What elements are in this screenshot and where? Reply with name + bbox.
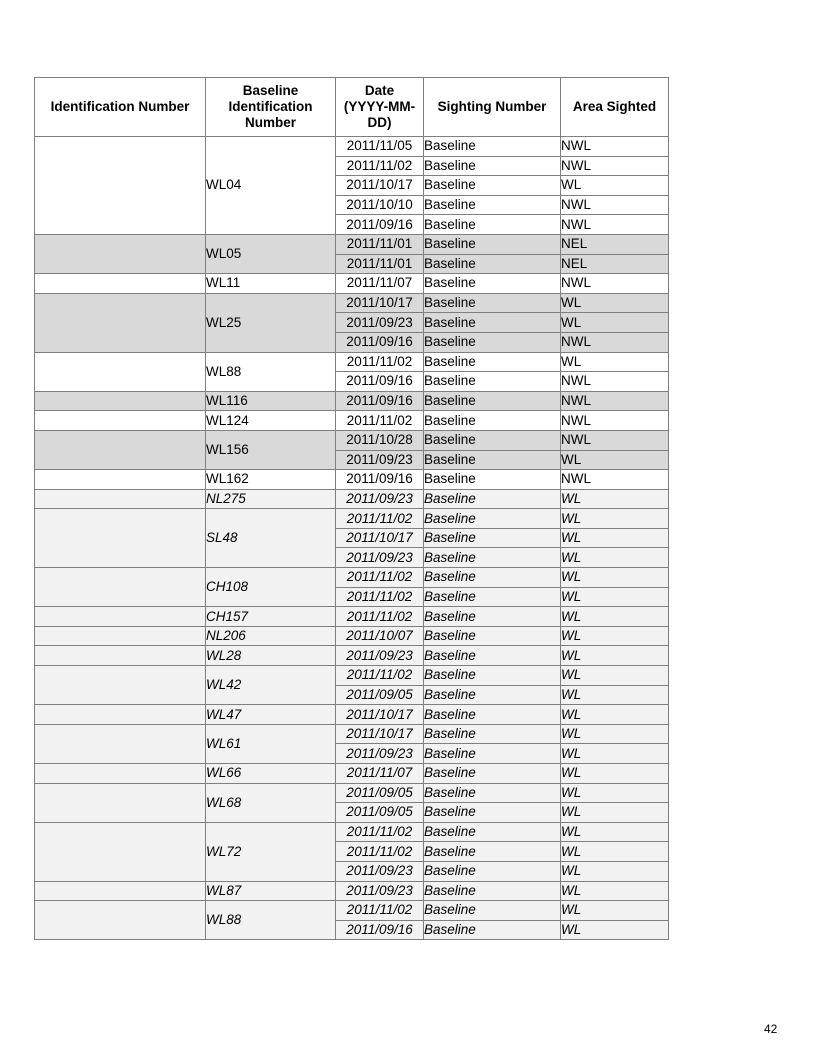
identification-number-cell bbox=[35, 783, 206, 822]
area-sighted-cell: WL bbox=[561, 646, 669, 666]
identification-number-cell bbox=[35, 489, 206, 509]
area-sighted-cell: WL bbox=[561, 666, 669, 686]
table-row bbox=[35, 352, 669, 372]
date-cell: 2011/09/16 bbox=[336, 920, 424, 940]
identification-number-cell bbox=[35, 470, 206, 490]
area-sighted-cell: NWL bbox=[561, 156, 669, 176]
sighting-number-cell: Baseline bbox=[424, 861, 561, 881]
date-cell: 2011/11/02 bbox=[336, 901, 424, 921]
table-row bbox=[35, 391, 669, 411]
identification-number-cell bbox=[35, 724, 206, 763]
sighting-number-cell: Baseline bbox=[424, 391, 561, 411]
table-row bbox=[35, 783, 669, 803]
sighting-number-cell: Baseline bbox=[424, 920, 561, 940]
identification-number-cell bbox=[35, 391, 206, 411]
header-date: Date (YYYY-MM-DD) bbox=[336, 78, 424, 137]
sighting-number-cell: Baseline bbox=[424, 528, 561, 548]
date-cell: 2011/09/23 bbox=[336, 450, 424, 470]
identification-number-cell bbox=[35, 293, 206, 352]
sighting-number-cell: Baseline bbox=[424, 372, 561, 392]
area-sighted-cell: NEL bbox=[561, 254, 669, 274]
area-sighted-cell: WL bbox=[561, 705, 669, 725]
date-cell: 2011/10/17 bbox=[336, 705, 424, 725]
sighting-number-cell: Baseline bbox=[424, 783, 561, 803]
sighting-number-cell: Baseline bbox=[424, 352, 561, 372]
area-sighted-cell: NWL bbox=[561, 332, 669, 352]
date-cell: 2011/09/16 bbox=[336, 470, 424, 490]
area-sighted-cell: NEL bbox=[561, 234, 669, 254]
area-sighted-cell: NWL bbox=[561, 391, 669, 411]
date-cell: 2011/09/16 bbox=[336, 332, 424, 352]
baseline-id-cell: CH157 bbox=[206, 607, 336, 627]
sighting-number-cell: Baseline bbox=[424, 548, 561, 568]
area-sighted-cell: WL bbox=[561, 685, 669, 705]
date-cell: 2011/11/01 bbox=[336, 234, 424, 254]
sighting-number-cell: Baseline bbox=[424, 176, 561, 196]
table-row bbox=[35, 626, 669, 646]
sighting-number-cell: Baseline bbox=[424, 450, 561, 470]
sighting-number-cell: Baseline bbox=[424, 293, 561, 313]
identification-number-cell bbox=[35, 509, 206, 568]
sighting-number-cell: Baseline bbox=[424, 626, 561, 646]
sighting-number-cell: Baseline bbox=[424, 822, 561, 842]
area-sighted-cell: WL bbox=[561, 783, 669, 803]
table-body bbox=[35, 137, 669, 940]
area-sighted-cell: WL bbox=[561, 176, 669, 196]
baseline-id-cell: NL206 bbox=[206, 626, 336, 646]
table-row bbox=[35, 568, 669, 588]
sighting-number-cell: Baseline bbox=[424, 587, 561, 607]
baseline-id-cell: WL25 bbox=[206, 293, 336, 352]
identification-number-cell bbox=[35, 274, 206, 294]
date-cell: 2011/09/23 bbox=[336, 744, 424, 764]
date-cell: 2011/10/07 bbox=[336, 626, 424, 646]
area-sighted-cell: NWL bbox=[561, 274, 669, 294]
table-header-row bbox=[35, 78, 669, 137]
identification-number-cell bbox=[35, 411, 206, 431]
table-row bbox=[35, 822, 669, 842]
baseline-id-cell: WL04 bbox=[206, 137, 336, 235]
baseline-id-cell: WL88 bbox=[206, 901, 336, 940]
identification-number-cell bbox=[35, 352, 206, 391]
sighting-number-cell: Baseline bbox=[424, 685, 561, 705]
table-row bbox=[35, 646, 669, 666]
area-sighted-cell: WL bbox=[561, 920, 669, 940]
baseline-id-cell: WL88 bbox=[206, 352, 336, 391]
date-cell: 2011/10/10 bbox=[336, 195, 424, 215]
sighting-number-cell: Baseline bbox=[424, 842, 561, 862]
sightings-table bbox=[34, 77, 669, 940]
baseline-id-cell: WL124 bbox=[206, 411, 336, 431]
sighting-number-cell: Baseline bbox=[424, 411, 561, 431]
sighting-number-cell: Baseline bbox=[424, 901, 561, 921]
date-cell: 2011/11/02 bbox=[336, 411, 424, 431]
area-sighted-cell: WL bbox=[561, 509, 669, 529]
sighting-number-cell: Baseline bbox=[424, 666, 561, 686]
date-cell: 2011/09/05 bbox=[336, 803, 424, 823]
table-row bbox=[35, 234, 669, 254]
sighting-number-cell: Baseline bbox=[424, 509, 561, 529]
sighting-number-cell: Baseline bbox=[424, 234, 561, 254]
sighting-number-cell: Baseline bbox=[424, 724, 561, 744]
date-cell: 2011/11/02 bbox=[336, 822, 424, 842]
date-cell: 2011/11/02 bbox=[336, 509, 424, 529]
identification-number-cell bbox=[35, 764, 206, 784]
identification-number-cell bbox=[35, 234, 206, 273]
sighting-number-cell: Baseline bbox=[424, 332, 561, 352]
sighting-number-cell: Baseline bbox=[424, 195, 561, 215]
sighting-number-cell: Baseline bbox=[424, 803, 561, 823]
area-sighted-cell: WL bbox=[561, 881, 669, 901]
date-cell: 2011/11/07 bbox=[336, 764, 424, 784]
baseline-id-cell: WL87 bbox=[206, 881, 336, 901]
date-cell: 2011/09/23 bbox=[336, 313, 424, 333]
date-cell: 2011/09/23 bbox=[336, 881, 424, 901]
sighting-number-cell: Baseline bbox=[424, 215, 561, 235]
date-cell: 2011/09/16 bbox=[336, 391, 424, 411]
table-row bbox=[35, 881, 669, 901]
identification-number-cell bbox=[35, 822, 206, 881]
identification-number-cell bbox=[35, 666, 206, 705]
area-sighted-cell: NWL bbox=[561, 411, 669, 431]
area-sighted-cell: WL bbox=[561, 548, 669, 568]
table-row bbox=[35, 411, 669, 431]
area-sighted-cell: NWL bbox=[561, 195, 669, 215]
date-cell: 2011/11/07 bbox=[336, 274, 424, 294]
sighting-number-cell: Baseline bbox=[424, 881, 561, 901]
table-row bbox=[35, 607, 669, 627]
date-cell: 2011/09/23 bbox=[336, 646, 424, 666]
date-cell: 2011/10/17 bbox=[336, 293, 424, 313]
date-cell: 2011/10/17 bbox=[336, 528, 424, 548]
date-cell: 2011/09/16 bbox=[336, 372, 424, 392]
area-sighted-cell: WL bbox=[561, 744, 669, 764]
area-sighted-cell: WL bbox=[561, 450, 669, 470]
table-row bbox=[35, 901, 669, 921]
baseline-id-cell: WL66 bbox=[206, 764, 336, 784]
sighting-number-cell: Baseline bbox=[424, 137, 561, 157]
sighting-number-cell: Baseline bbox=[424, 254, 561, 274]
baseline-id-cell: WL05 bbox=[206, 234, 336, 273]
sighting-number-cell: Baseline bbox=[424, 744, 561, 764]
date-cell: 2011/09/05 bbox=[336, 685, 424, 705]
identification-number-cell bbox=[35, 568, 206, 607]
area-sighted-cell: WL bbox=[561, 352, 669, 372]
baseline-id-cell: WL156 bbox=[206, 430, 336, 469]
sighting-number-cell: Baseline bbox=[424, 705, 561, 725]
date-cell: 2011/11/02 bbox=[336, 607, 424, 627]
area-sighted-cell: WL bbox=[561, 293, 669, 313]
baseline-id-cell: WL61 bbox=[206, 724, 336, 763]
area-sighted-cell: WL bbox=[561, 568, 669, 588]
table-row bbox=[35, 764, 669, 784]
header-sighting-number: Sighting Number bbox=[424, 78, 561, 137]
table-row bbox=[35, 274, 669, 294]
identification-number-cell bbox=[35, 430, 206, 469]
sighting-number-cell: Baseline bbox=[424, 430, 561, 450]
date-cell: 2011/11/02 bbox=[336, 352, 424, 372]
date-cell: 2011/10/17 bbox=[336, 724, 424, 744]
table-row bbox=[35, 293, 669, 313]
baseline-id-cell: WL11 bbox=[206, 274, 336, 294]
identification-number-cell bbox=[35, 626, 206, 646]
baseline-id-cell: WL116 bbox=[206, 391, 336, 411]
identification-number-cell bbox=[35, 607, 206, 627]
table-row bbox=[35, 666, 669, 686]
date-cell: 2011/09/23 bbox=[336, 861, 424, 881]
baseline-id-cell: WL47 bbox=[206, 705, 336, 725]
area-sighted-cell: WL bbox=[561, 528, 669, 548]
table-row bbox=[35, 470, 669, 490]
area-sighted-cell: NWL bbox=[561, 430, 669, 450]
page-number: 42 bbox=[764, 1022, 778, 1036]
area-sighted-cell: WL bbox=[561, 489, 669, 509]
date-cell: 2011/11/05 bbox=[336, 137, 424, 157]
identification-number-cell bbox=[35, 705, 206, 725]
table-row bbox=[35, 430, 669, 450]
header-baseline-identification-number: Baseline Identification Number bbox=[206, 78, 336, 137]
date-cell: 2011/11/02 bbox=[336, 587, 424, 607]
baseline-id-cell: WL68 bbox=[206, 783, 336, 822]
baseline-id-cell: WL28 bbox=[206, 646, 336, 666]
date-cell: 2011/11/02 bbox=[336, 842, 424, 862]
sighting-number-cell: Baseline bbox=[424, 568, 561, 588]
area-sighted-cell: NWL bbox=[561, 470, 669, 490]
date-cell: 2011/11/02 bbox=[336, 666, 424, 686]
area-sighted-cell: WL bbox=[561, 842, 669, 862]
area-sighted-cell: WL bbox=[561, 313, 669, 333]
area-sighted-cell: WL bbox=[561, 803, 669, 823]
area-sighted-cell: WL bbox=[561, 822, 669, 842]
header-identification-number: Identification Number bbox=[35, 78, 206, 137]
area-sighted-cell: NWL bbox=[561, 215, 669, 235]
table-row bbox=[35, 509, 669, 529]
area-sighted-cell: WL bbox=[561, 587, 669, 607]
baseline-id-cell: WL162 bbox=[206, 470, 336, 490]
sighting-number-cell: Baseline bbox=[424, 156, 561, 176]
date-cell: 2011/09/23 bbox=[336, 489, 424, 509]
date-cell: 2011/10/28 bbox=[336, 430, 424, 450]
area-sighted-cell: WL bbox=[561, 724, 669, 744]
baseline-id-cell: WL72 bbox=[206, 822, 336, 881]
area-sighted-cell: WL bbox=[561, 626, 669, 646]
baseline-id-cell: CH108 bbox=[206, 568, 336, 607]
baseline-id-cell: WL42 bbox=[206, 666, 336, 705]
sighting-number-cell: Baseline bbox=[424, 764, 561, 784]
table-row bbox=[35, 724, 669, 744]
date-cell: 2011/10/17 bbox=[336, 176, 424, 196]
identification-number-cell bbox=[35, 137, 206, 235]
identification-number-cell bbox=[35, 646, 206, 666]
area-sighted-cell: NWL bbox=[561, 372, 669, 392]
date-cell: 2011/09/16 bbox=[336, 215, 424, 235]
table-row bbox=[35, 705, 669, 725]
date-cell: 2011/11/02 bbox=[336, 568, 424, 588]
area-sighted-cell: NWL bbox=[561, 137, 669, 157]
area-sighted-cell: WL bbox=[561, 861, 669, 881]
area-sighted-cell: WL bbox=[561, 607, 669, 627]
date-cell: 2011/11/01 bbox=[336, 254, 424, 274]
header-area-sighted: Area Sighted bbox=[561, 78, 669, 137]
sighting-number-cell: Baseline bbox=[424, 274, 561, 294]
table-row bbox=[35, 137, 669, 157]
baseline-id-cell: NL275 bbox=[206, 489, 336, 509]
identification-number-cell bbox=[35, 901, 206, 940]
area-sighted-cell: WL bbox=[561, 901, 669, 921]
date-cell: 2011/09/23 bbox=[336, 548, 424, 568]
sighting-number-cell: Baseline bbox=[424, 489, 561, 509]
identification-number-cell bbox=[35, 881, 206, 901]
date-cell: 2011/11/02 bbox=[336, 156, 424, 176]
sighting-number-cell: Baseline bbox=[424, 607, 561, 627]
sighting-number-cell: Baseline bbox=[424, 313, 561, 333]
area-sighted-cell: WL bbox=[561, 764, 669, 784]
sighting-number-cell: Baseline bbox=[424, 646, 561, 666]
sighting-number-cell: Baseline bbox=[424, 470, 561, 490]
baseline-id-cell: SL48 bbox=[206, 509, 336, 568]
date-cell: 2011/09/05 bbox=[336, 783, 424, 803]
table-row bbox=[35, 489, 669, 509]
